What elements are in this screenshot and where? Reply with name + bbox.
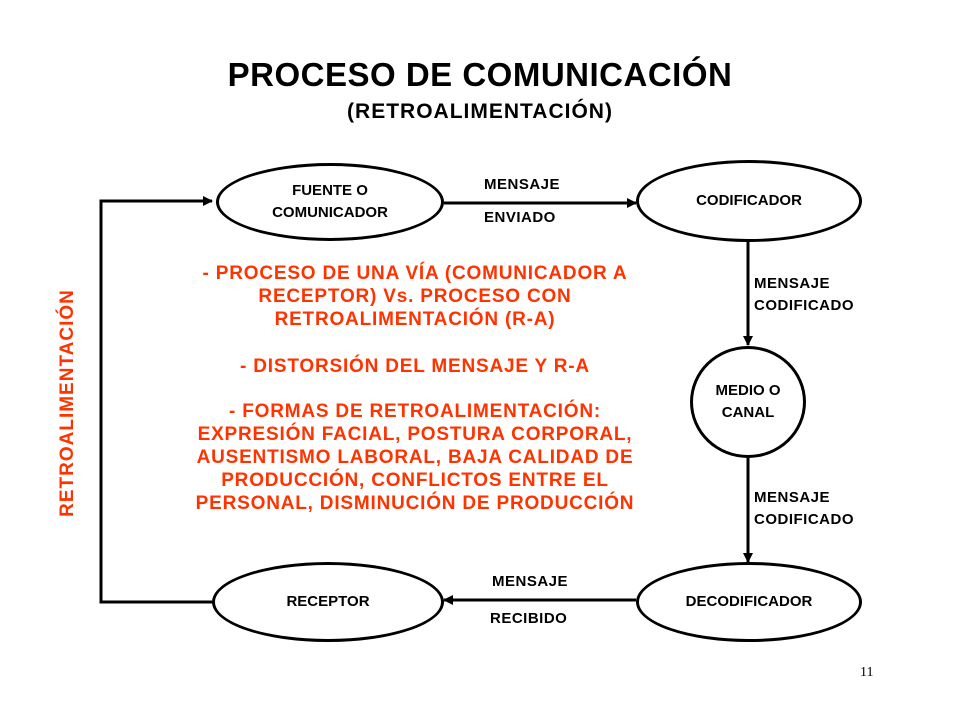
edge-enviado-bottom: ENVIADO	[484, 209, 556, 226]
page-title: PROCESO DE COMUNICACIÓN	[227, 56, 733, 93]
node-fuente-comunicador	[216, 163, 444, 241]
edge-codificado-1	[754, 273, 854, 317]
notes-block	[150, 262, 680, 515]
node-medio-line2: CANAL	[721, 404, 775, 421]
note-p1-line: - PROCESO DE UNA VÍA (COMUNICADOR A	[202, 263, 628, 284]
note-p2	[150, 355, 680, 378]
node-codificador	[636, 160, 862, 242]
note-p1-line: RETROALIMENTACIÓN (R-A)	[274, 309, 556, 330]
edge-codificado-2-line2: CODIFICADO	[754, 511, 854, 528]
edge-codificado-1-line2: CODIFICADO	[754, 297, 854, 314]
page-subtitle: (RETROALIMENTACIÓN)	[347, 100, 613, 123]
node-fuente-line2: COMUNICADOR	[272, 204, 388, 221]
edge-codificado-1-line1: MENSAJE	[754, 275, 831, 292]
note-p3-line: EXPRESIÓN FACIAL, POSTURA CORPORAL,	[197, 424, 633, 445]
note-p3	[150, 400, 680, 515]
edge-codificado-2	[754, 487, 854, 531]
note-p3-line: PERSONAL, DISMINUCIÓN DE PRODUCCIÓN	[195, 493, 635, 514]
node-medio-canal	[690, 346, 806, 458]
page-number: 11	[860, 665, 874, 680]
edge-codificado-2-line1: MENSAJE	[754, 489, 831, 506]
note-p1-line: RECEPTOR) Vs. PROCESO CON	[258, 286, 572, 307]
edge-recibido-bottom: RECIBIDO	[490, 610, 568, 627]
node-fuente-line1: FUENTE O	[292, 182, 368, 199]
node-decodificador	[636, 562, 862, 642]
note-p3-line: PRODUCCIÓN, CONFLICTOS ENTRE EL	[221, 470, 609, 491]
feedback-label: RETROALIMENTACIÓN	[57, 289, 78, 517]
note-p2-line: - DISTORSIÓN DEL MENSAJE Y R-A	[240, 356, 590, 377]
node-receptor	[212, 562, 444, 642]
node-receptor-label: RECEPTOR	[286, 593, 370, 610]
node-decodificador-label: DECODIFICADOR	[685, 593, 813, 610]
node-medio-line1: MEDIO O	[715, 382, 781, 399]
note-p3-line: AUSENTISMO LABORAL, BAJA CALIDAD DE	[196, 447, 634, 468]
node-codificador-label: CODIFICADOR	[696, 192, 802, 209]
note-p3-line: - FORMAS DE RETROALIMENTACIÓN:	[229, 401, 601, 422]
note-p1	[150, 262, 680, 331]
edge-enviado-top: MENSAJE	[484, 176, 561, 193]
edge-recibido-top: MENSAJE	[492, 573, 569, 590]
